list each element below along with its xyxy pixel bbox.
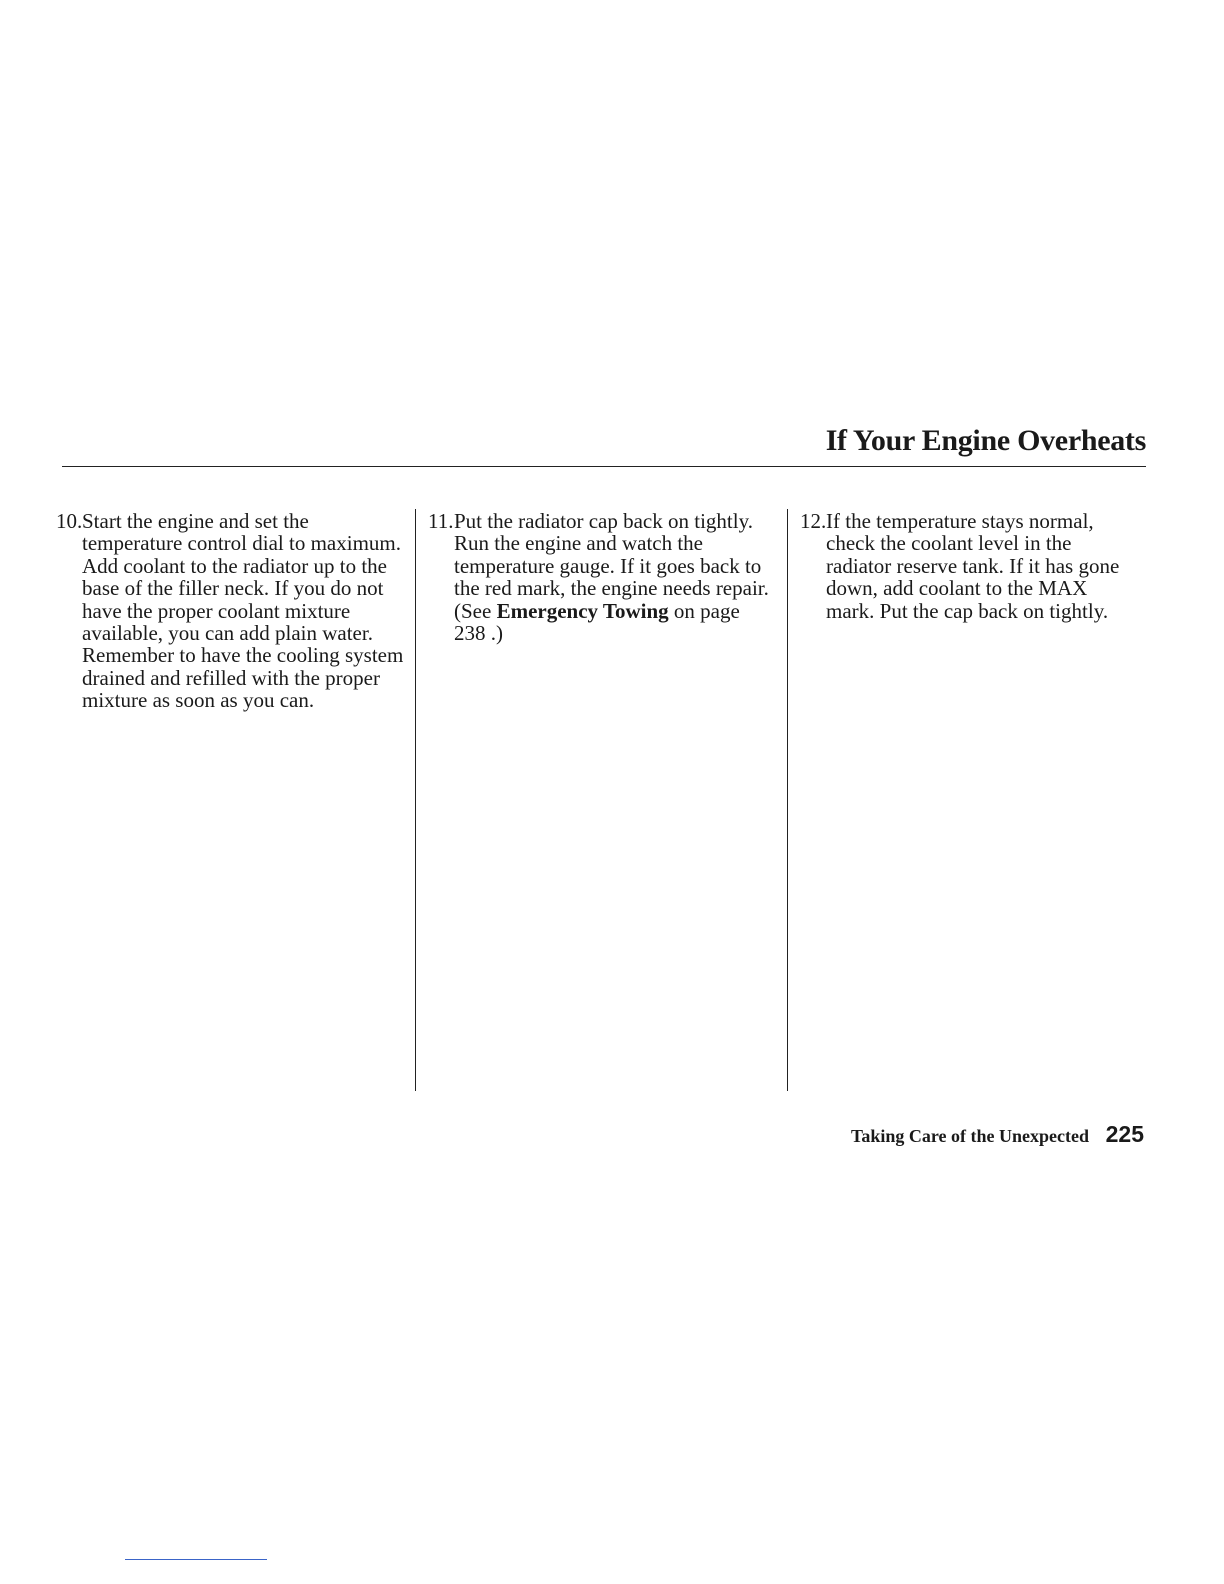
step-11 (428, 510, 776, 644)
emergency-towing-reference[interactable]: Emergency Towing (496, 598, 669, 623)
column-3 (800, 510, 1130, 622)
column-divider (415, 509, 416, 1091)
step-number: 10. (56, 509, 83, 533)
step-text-after: on page 238 .) (454, 598, 740, 646)
step-text: Start the engine and set the temperature control dial to maximum. Add coolant to the radiator up to the base of the filler neck. If you do not have the proper coolant mixture available, you can add plain water. Remember to have the cooling system drained and refilled with the proper mixture as soon as you can. (82, 509, 404, 713)
step-12 (800, 510, 1130, 622)
column-divider (787, 509, 788, 1091)
step-number: 11. (428, 509, 454, 533)
step-text-before: Put the radiator cap back on tightly. Run the engine and watch the temperature gauge. If it goes back to the red mark, the engine needs repair. (See (454, 509, 769, 623)
header-rule (62, 466, 1146, 467)
column-1 (56, 510, 406, 712)
column-2 (428, 510, 776, 644)
footer-section-title: Taking Care of the Unexpected (851, 1126, 1089, 1146)
page-number: 225 (1105, 1121, 1144, 1147)
link-underline (125, 1559, 267, 1560)
step-10 (56, 510, 406, 712)
page-title: If Your Engine Overheats (825, 424, 1146, 457)
step-number: 12. (800, 509, 827, 533)
step-text: If the temperature stays normal, check the coolant level in the radiator reserve tank. If it has gone down, add coolant to the MAX mark. Put the cap back on tightly. (826, 509, 1120, 623)
step-text (454, 510, 776, 644)
